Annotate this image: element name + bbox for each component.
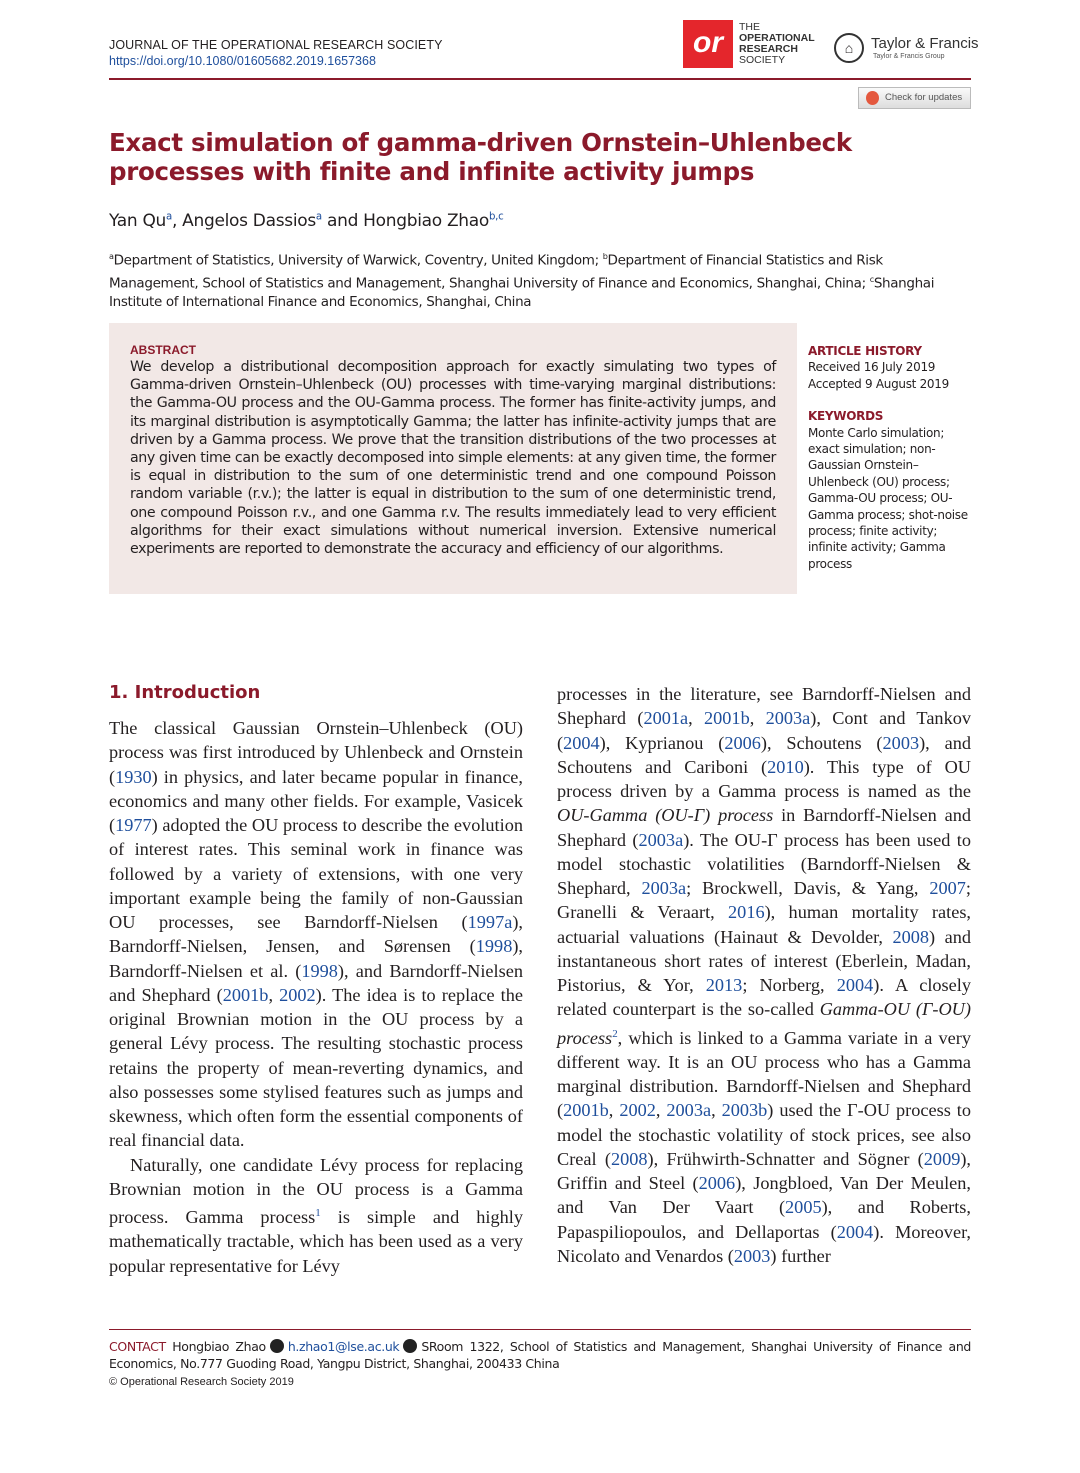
footnote-marker[interactable]: 1 bbox=[315, 1207, 321, 1219]
separator: , bbox=[171, 211, 183, 231]
separator: and bbox=[321, 211, 364, 231]
author: Yan Qu bbox=[109, 211, 166, 231]
text-run: ; Brockwell, Davis, & Yang, bbox=[686, 878, 930, 898]
citation-link[interactable]: 2003a bbox=[641, 878, 687, 898]
citation-link[interactable]: 2004 bbox=[836, 1221, 874, 1242]
article-title: Exact simulation of gamma-driven Ornstein–Uhlenbeck processes with finite and infinite activity jumps bbox=[109, 128, 852, 186]
footnote-marker[interactable]: 2 bbox=[612, 1027, 618, 1040]
text-run: ). The idea is to replace the original Brownian motion in the OU process by a general Lévy process. The resulting stochastic process retains the property of mean-reverting dynamics, and also possesses some stylised features such as jumps and skewness, which often form the essential components of real financial data. bbox=[109, 984, 523, 1151]
abstract-heading: ABSTRACT bbox=[130, 343, 196, 357]
affil-marker[interactable]: a bbox=[315, 211, 322, 223]
text-run: The classical Gaussian Ornstein–Uhlenbeck (OU) process was first introduced by Uhlenbeck and Ornstein ( bbox=[109, 718, 523, 787]
text-run: ; Granelli & Veraart, bbox=[557, 878, 971, 923]
citation-link[interactable]: 2003b bbox=[721, 1100, 768, 1121]
affil-marker: b bbox=[602, 251, 608, 261]
check-updates-button[interactable] bbox=[858, 87, 971, 109]
text-run: ). Moreover, Nicolato and Venardos ( bbox=[557, 1221, 971, 1266]
citation-link[interactable]: 1998 bbox=[475, 936, 513, 957]
contact-name: Hongbiao Zhao bbox=[172, 1339, 266, 1354]
affil-marker: a bbox=[109, 251, 114, 261]
text-run: is simple and highly mathematically tractable, which has been used as a very popular representative for Lévy bbox=[109, 1207, 523, 1276]
citation-link[interactable]: 2004 bbox=[836, 975, 874, 995]
crossmark-icon bbox=[866, 91, 879, 105]
ors-line: THE bbox=[739, 21, 760, 33]
citation-link[interactable]: 2004 bbox=[563, 732, 600, 753]
italic-term: Gamma-OU (Γ-OU) process bbox=[557, 999, 971, 1048]
article-history-heading: ARTICLE HISTORY bbox=[808, 344, 922, 358]
copyright: © Operational Research Society 2019 bbox=[109, 1376, 294, 1388]
ors-line: SOCIETY bbox=[739, 54, 786, 66]
text-run: ), Schoutens ( bbox=[760, 732, 883, 753]
text-run: processes in the literature, see Barndorff-Nielsen and Shephard ( bbox=[557, 684, 971, 729]
citation-link[interactable]: 2003 bbox=[882, 732, 920, 753]
text-run: , bbox=[655, 1100, 667, 1121]
affiliation: Shanghai Institute of International Finance and Economics, Shanghai, China bbox=[109, 275, 935, 310]
text-run: ), human mortality rates, actuarial valuations (Hainaut & Devolder, bbox=[557, 902, 971, 947]
italic-term: OU-Gamma (OU-Γ) process bbox=[557, 805, 774, 826]
affiliation: Department of Financial Statistics and Risk Management, School of Statistics and Management, Shanghai University of Finance and Economics, Shanghai, China; bbox=[109, 252, 883, 292]
taylor-francis-logo-icon: ⌂ bbox=[834, 33, 864, 63]
citation-link[interactable]: 2013 bbox=[705, 975, 743, 995]
check-updates-label: Check for updates bbox=[885, 92, 963, 103]
ors-logo: or bbox=[683, 20, 733, 68]
paragraph bbox=[557, 682, 971, 1268]
email-link[interactable]: h.zhao1@lse.ac.uk bbox=[287, 1339, 400, 1354]
text-run: , bbox=[688, 708, 704, 729]
citation-link[interactable]: 2016 bbox=[728, 902, 765, 923]
text-run: ). A closely related counterpart is the so-called bbox=[557, 975, 972, 1020]
citation-link[interactable]: 2006 bbox=[698, 1173, 736, 1194]
email-icon bbox=[270, 1339, 284, 1353]
citation-link[interactable]: 2005 bbox=[785, 1197, 822, 1218]
citation-link[interactable]: 2001a bbox=[643, 708, 689, 729]
citation-link[interactable]: 1998 bbox=[301, 960, 338, 981]
text-run: , bbox=[711, 1100, 722, 1121]
text-run: ), Jongbloed, Van Der Meulen, and Van Der Vaart ( bbox=[557, 1173, 972, 1218]
text-run: ), Kyprianou ( bbox=[599, 732, 725, 753]
citation-link[interactable]: 1930 bbox=[115, 766, 152, 787]
citation-link[interactable]: 2006 bbox=[724, 732, 761, 753]
text-run: Naturally, one candidate Lévy process for replacing Brownian motion in the OU process is a Gamma process. Gamma process bbox=[109, 1154, 523, 1228]
received-date: Received 16 July 2019 bbox=[808, 360, 936, 375]
text-run: , bbox=[268, 984, 280, 1005]
text-run: in Barndorff-Nielsen and Shephard ( bbox=[557, 805, 971, 850]
citation-link[interactable]: 2009 bbox=[923, 1148, 961, 1169]
section-heading: 1. Introduction bbox=[109, 682, 261, 703]
text-run: ), Barndorff-Nielsen, Jensen, and Sørensen ( bbox=[109, 912, 523, 957]
keywords-text: Monte Carlo simulation; exact simulation; non-Gaussian Ornstein–Uhlenbeck (OU) process; Gamma-OU process; OU-Gamma process; shot-noise process; finite activity; infinite activity; Gamma process bbox=[808, 425, 968, 571]
citation-link[interactable]: 2001b bbox=[563, 1100, 609, 1121]
keywords-heading: KEYWORDS bbox=[808, 409, 884, 424]
publisher-sub: Taylor & Francis Group bbox=[873, 53, 945, 60]
ors-logo-text bbox=[739, 22, 815, 66]
citation-link[interactable]: 2007 bbox=[929, 878, 966, 898]
ors-line: OPERATIONAL bbox=[739, 32, 815, 44]
citation-link[interactable]: 1977 bbox=[115, 815, 152, 835]
citation-link[interactable]: 2003a bbox=[666, 1100, 712, 1121]
contact-label: CONTACT bbox=[109, 1339, 166, 1354]
affiliation: Department of Statistics, University of Warwick, Coventry, United Kingdom; bbox=[113, 252, 603, 269]
text-run: ) adopted the OU process to describe the evolution of interest rates. This seminal work in finance was followed by a variety of extensions, with one very important example being the family of non-Gaussian OU processes, see Barndorff-Nielsen ( bbox=[109, 815, 523, 932]
author: Angelos Dassios bbox=[182, 211, 316, 231]
journal-name: JOURNAL OF THE OPERATIONAL RESEARCH SOCIETY bbox=[109, 38, 443, 52]
text-run: ), Cont and Tankov ( bbox=[557, 708, 971, 753]
text-column-right bbox=[557, 682, 971, 1268]
article-sidebar bbox=[808, 343, 978, 572]
citation-link[interactable]: 2003a bbox=[638, 829, 684, 850]
affil-marker[interactable]: a bbox=[166, 211, 172, 223]
citation-link[interactable]: 2002 bbox=[619, 1100, 656, 1121]
text-run: ), and Schoutens and Cariboni ( bbox=[557, 732, 972, 777]
author-list bbox=[109, 211, 503, 231]
text-run: , bbox=[608, 1100, 620, 1121]
address-icon bbox=[403, 1339, 417, 1353]
citation-link[interactable]: 2003 bbox=[733, 1245, 771, 1266]
citation-link[interactable]: 2010 bbox=[767, 756, 804, 777]
accepted-date: Accepted 9 August 2019 bbox=[808, 376, 949, 391]
text-run: ). The OU-Γ process has been used to model stochastic volatilities (Barndorff-Nielsen & Shephard, bbox=[557, 829, 971, 898]
citation-link[interactable]: 2002 bbox=[279, 984, 316, 1005]
text-run: , which is linked to a Gamma variate in a very different way. It is an OU process who has a Gamma marginal distribution. Barndorff-Nielsen and Shephard ( bbox=[557, 1027, 971, 1121]
text-run: ), and Barndorff-Nielsen and Shephard ( bbox=[109, 960, 523, 1005]
contact-info bbox=[109, 1338, 971, 1372]
abstract-text: We develop a distributional decomposition approach for exactly simulating two types of Gamma-driven Ornstein–Uhlenbeck (OU) processes with time-varying marginal distributions: the Gamma-OU process and the OU-Gamma process. The former has finite-activity jumps, and its marginal distribution is asymptotically Gamma; the latter has infinite-activity jumps that are driven by a Gamma process. We prove that the transition distributions of the two processes at any given time can be exactly decomposed into simple elements: at any given time, the former is equal in distribution to the sum of one deterministic trend and one compound Poisson random variable (r.v.); the latter is equal in distribution to the sum of one deterministic trend, one compound Poisson r.v., and one Gamma r.v. The results immediately lead to very efficient algorithms for their exact simulations without numerical inversion. Extensive numerical experiments are reported to demonstrate the accuracy and efficiency of our algorithms. bbox=[130, 359, 776, 558]
text-run: ). This type of OU process driven by a Gamma process is named as the bbox=[557, 756, 972, 801]
text-run: ) further bbox=[770, 1245, 831, 1266]
publisher-name: Taylor & Francis bbox=[871, 35, 979, 52]
ors-line: RESEARCH bbox=[739, 43, 798, 55]
text-run: ; Norberg, bbox=[742, 975, 837, 995]
citation-link[interactable]: 2001b bbox=[222, 984, 269, 1005]
text-run: ) in physics, and later became popular in finance, economics and many other fields. For example, Vasicek ( bbox=[109, 766, 523, 835]
citation-link[interactable]: 2003a bbox=[765, 708, 811, 729]
author: Hongbiao Zhao bbox=[363, 211, 489, 231]
paragraph bbox=[109, 716, 523, 1153]
text-column-left bbox=[109, 716, 523, 1278]
footer-rule bbox=[109, 1329, 971, 1330]
doi-link[interactable]: https://doi.org/10.1080/01605682.2019.1657368 bbox=[109, 54, 376, 68]
text-run: ) used the Γ-OU process to model the stochastic volatility of stock prices, see also Creal ( bbox=[557, 1100, 972, 1169]
affil-marker[interactable]: b,c bbox=[489, 211, 504, 223]
text-run: , bbox=[749, 708, 766, 729]
text-run: ), and Roberts, Papaspiliopoulos, and Dellaportas ( bbox=[557, 1197, 971, 1242]
contact-address: SRoom 1322, School of Statistics and Management, Shanghai University of Finance and Economics, No.777 Guoding Road, Yangpu District, Shanghai, 200433 China bbox=[109, 1339, 971, 1371]
citation-link[interactable]: 2001b bbox=[704, 708, 750, 729]
text-run: ), Griffin and Steel ( bbox=[557, 1148, 972, 1194]
citation-link[interactable]: 1997a bbox=[467, 912, 513, 932]
header-rule bbox=[109, 78, 971, 80]
text-run: ) and instantaneous short rates of interest (Eberlein, Madan, Pistorius, & Yor, bbox=[557, 926, 971, 995]
text-run: ), Barndorff-Nielsen et al. ( bbox=[109, 936, 523, 981]
text-run: ), Frühwirth-Schnatter and Sögner ( bbox=[647, 1148, 924, 1169]
citation-link[interactable]: 2008 bbox=[892, 926, 930, 947]
affiliations bbox=[109, 247, 959, 311]
citation-link[interactable]: 2008 bbox=[610, 1148, 648, 1169]
affil-marker: c bbox=[869, 273, 874, 284]
paragraph bbox=[109, 1153, 523, 1278]
